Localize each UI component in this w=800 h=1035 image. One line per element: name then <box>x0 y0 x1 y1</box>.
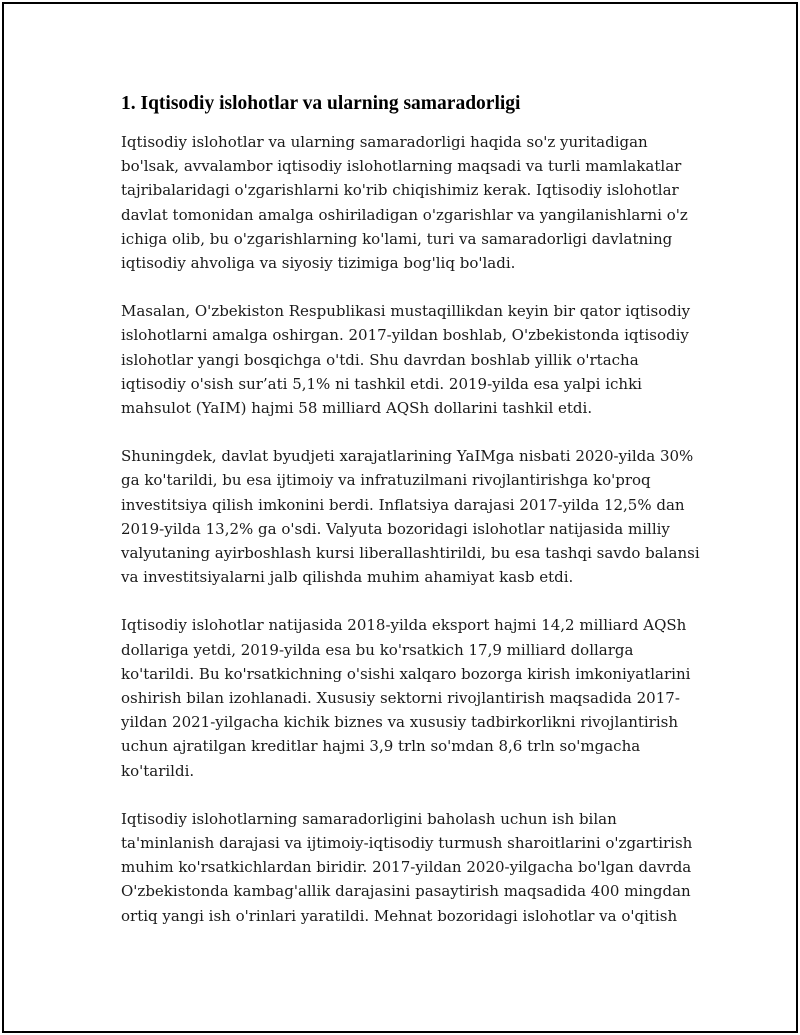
text-line: mahsulot (YaIM) hajmi 58 milliard AQSh dollarini tashkil etdi. <box>121 399 593 418</box>
body-paragraph <box>121 299 701 420</box>
text-line: yildan 2021-yilgacha kichik biznes va xususiy tadbirkorlikni rivojlantirish <box>121 713 678 732</box>
text-line: iqtisodiy o'sish sur’ati 5,1% ni tashkil etdi. 2019-yilda esa yalpi ichki <box>121 374 642 393</box>
body-paragraph <box>121 130 701 275</box>
text-line: Iqtisodiy islohotlar natijasida 2018-yilda eksport hajmi 14,2 milliard AQSh <box>121 616 687 635</box>
document-page <box>2 2 798 1033</box>
text-line: ko'tarildi. <box>121 761 195 780</box>
text-line: Iqtisodiy islohotlarning samaradorligini baholash uchun ish bilan <box>121 809 617 828</box>
text-line: valyutaning ayirboshlash kursi liberallashtirildi, bu esa tashqi savdo balansi <box>121 544 700 563</box>
text-line: bo'lsak, avvalambor iqtisodiy islohotlarning maqsadi va turli mamlakatlar <box>121 157 682 176</box>
text-line: ichiga olib, bu o'zgarishlarning ko'lami, turi va samaradorligi davlatning <box>121 229 673 248</box>
text-line: investitsiya qilish imkonini berdi. Inflatsiya darajasi 2017-yilda 12,5% dan <box>121 495 685 514</box>
text-line: muhim ko'rsatkichlardan biridir. 2017-yildan 2020-yilgacha bo'lgan davrda <box>121 858 692 877</box>
body-paragraph <box>121 807 701 928</box>
text-line: 2019-yilda 13,2% ga o'sdi. Valyuta bozoridagi islohotlar natijasida milliy <box>121 519 670 538</box>
text-line: dollariga yetdi, 2019-yilda esa bu ko'rsatkich 17,9 milliard dollarga <box>121 640 634 659</box>
text-line: iqtisodiy ahvoliga va siyosiy tizimiga bog'liq bo'ladi. <box>121 254 516 273</box>
text-line: ko'tarildi. Bu ko'rsatkichning o'sishi xalqaro bozorga kirish imkoniyatlarini <box>121 664 691 683</box>
text-line: islohotlar yangi bosqichga o'tdi. Shu davrdan boshlab yillik o'rtacha <box>121 350 639 369</box>
text-line: islohotlarni amalga oshirgan. 2017-yildan boshlab, O'zbekistonda iqtisodiy <box>121 326 689 345</box>
text-line: oshirish bilan izohlanadi. Xususiy sektorni rivojlantirish maqsadida 2017- <box>121 689 680 708</box>
text-line: tajribalaridagi o'zgarishlarni ko'rib chiqishimiz kerak. Iqtisodiy islohotlar <box>121 181 679 200</box>
text-line: O'zbekistonda kambag'allik darajasini pasaytirish maqsadida 400 mingdan <box>121 882 691 901</box>
text-line: uchun ajratilgan kreditlar hajmi 3,9 trln so'mdan 8,6 trln so'mgacha <box>121 737 641 756</box>
text-line: Masalan, O'zbekiston Respublikasi mustaqillikdan keyin bir qator iqtisodiy <box>121 302 691 321</box>
text-line: ortiq yangi ish o'rinlari yaratildi. Mehnat bozoridagi islohotlar va o'qitish <box>121 906 678 925</box>
section-title: 1. Iqtisodiy islohotlar va ularning samaradorligi <box>121 93 521 114</box>
text-line: va investitsiyalarni jalb qilishda muhim ahamiyat kasb etdi. <box>121 568 574 587</box>
document-body <box>121 92 701 952</box>
text-line: ga ko'tarildi, bu esa ijtimoiy va infratuzilmani rivojlantirishga ko'proq <box>121 471 651 490</box>
text-line: Shuningdek, davlat byudjeti xarajatlarining YaIMga nisbati 2020-yilda 30% <box>121 447 694 466</box>
paragraph-list <box>121 130 701 928</box>
body-paragraph <box>121 613 701 782</box>
body-paragraph <box>121 444 701 589</box>
text-line: Iqtisodiy islohotlar va ularning samaradorligi haqida so'z yuritadigan <box>121 133 648 151</box>
text-line: davlat tomonidan amalga oshiriladigan o'zgarishlar va yangilanishlarni o'z <box>121 205 688 224</box>
text-line: ta'minlanish darajasi va ijtimoiy-iqtisodiy turmush sharoitlarini o'zgartirish <box>121 834 693 853</box>
